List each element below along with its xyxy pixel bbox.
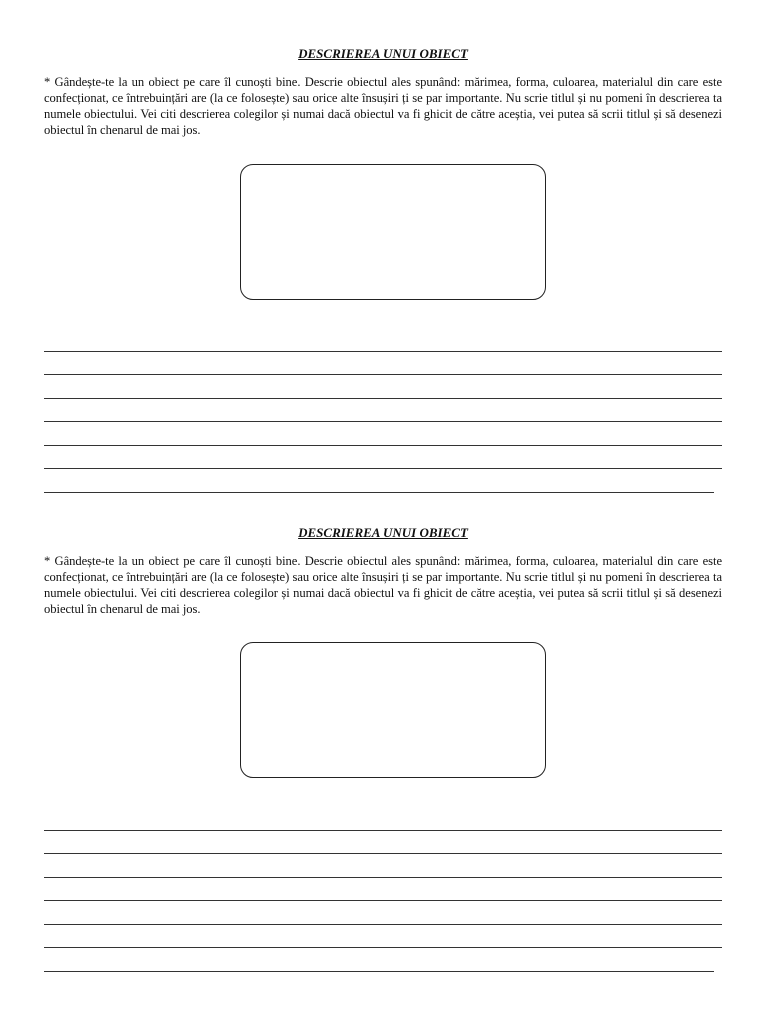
drawing-box[interactable] bbox=[240, 642, 546, 778]
instructions-text: * Gândește-te la un obiect pe care îl cunoști bine. Descrie obiectul ales spunând: mărimea, forma, culoarea, materialul din care este confecționat, ce întrebuințări are (la ce folosește) sau orice alte însușiri ți se par importante. Nu scrie titlul și nu pomeni în descrierea ta numele obiectului. Vei citi descrierea colegilor și numai dacă obiectul va fi ghicit de către aceștia, vei putea să scrii titlul și să desenezi obiectul în chenarul de mai jos. bbox=[44, 75, 722, 137]
section-title: DESCRIEREA UNUI OBIECT bbox=[298, 46, 468, 61]
worksheet-section-1 bbox=[44, 46, 722, 138]
writing-line[interactable] bbox=[44, 878, 722, 902]
drawing-box[interactable] bbox=[240, 164, 546, 300]
writing-line[interactable] bbox=[44, 422, 722, 446]
writing-line[interactable] bbox=[44, 469, 714, 493]
writing-line[interactable] bbox=[44, 375, 722, 399]
writing-line[interactable] bbox=[44, 352, 722, 376]
writing-lines bbox=[44, 807, 722, 972]
writing-line[interactable] bbox=[44, 948, 714, 972]
writing-line[interactable] bbox=[44, 328, 722, 352]
writing-lines bbox=[44, 328, 722, 493]
writing-line[interactable] bbox=[44, 925, 722, 949]
writing-line[interactable] bbox=[44, 831, 722, 855]
worksheet-section-2 bbox=[44, 525, 722, 617]
instructions-text: * Gândește-te la un obiect pe care îl cunoști bine. Descrie obiectul ales spunând: mărimea, forma, culoarea, materialul din care este confecționat, ce întrebuințări are (la ce folosește) sau orice alte însușiri ți se par importante. Nu scrie titlul și nu pomeni în descrierea ta numele obiectului. Vei citi descrierea colegilor și numai dacă obiectul va fi ghicit de către aceștia, vei putea să scrii titlul și să desenezi obiectul în chenarul de mai jos. bbox=[44, 554, 722, 616]
writing-line[interactable] bbox=[44, 901, 722, 925]
writing-line[interactable] bbox=[44, 854, 722, 878]
writing-line[interactable] bbox=[44, 807, 722, 831]
writing-line[interactable] bbox=[44, 446, 722, 470]
writing-line[interactable] bbox=[44, 399, 722, 423]
section-title: DESCRIEREA UNUI OBIECT bbox=[298, 525, 468, 540]
